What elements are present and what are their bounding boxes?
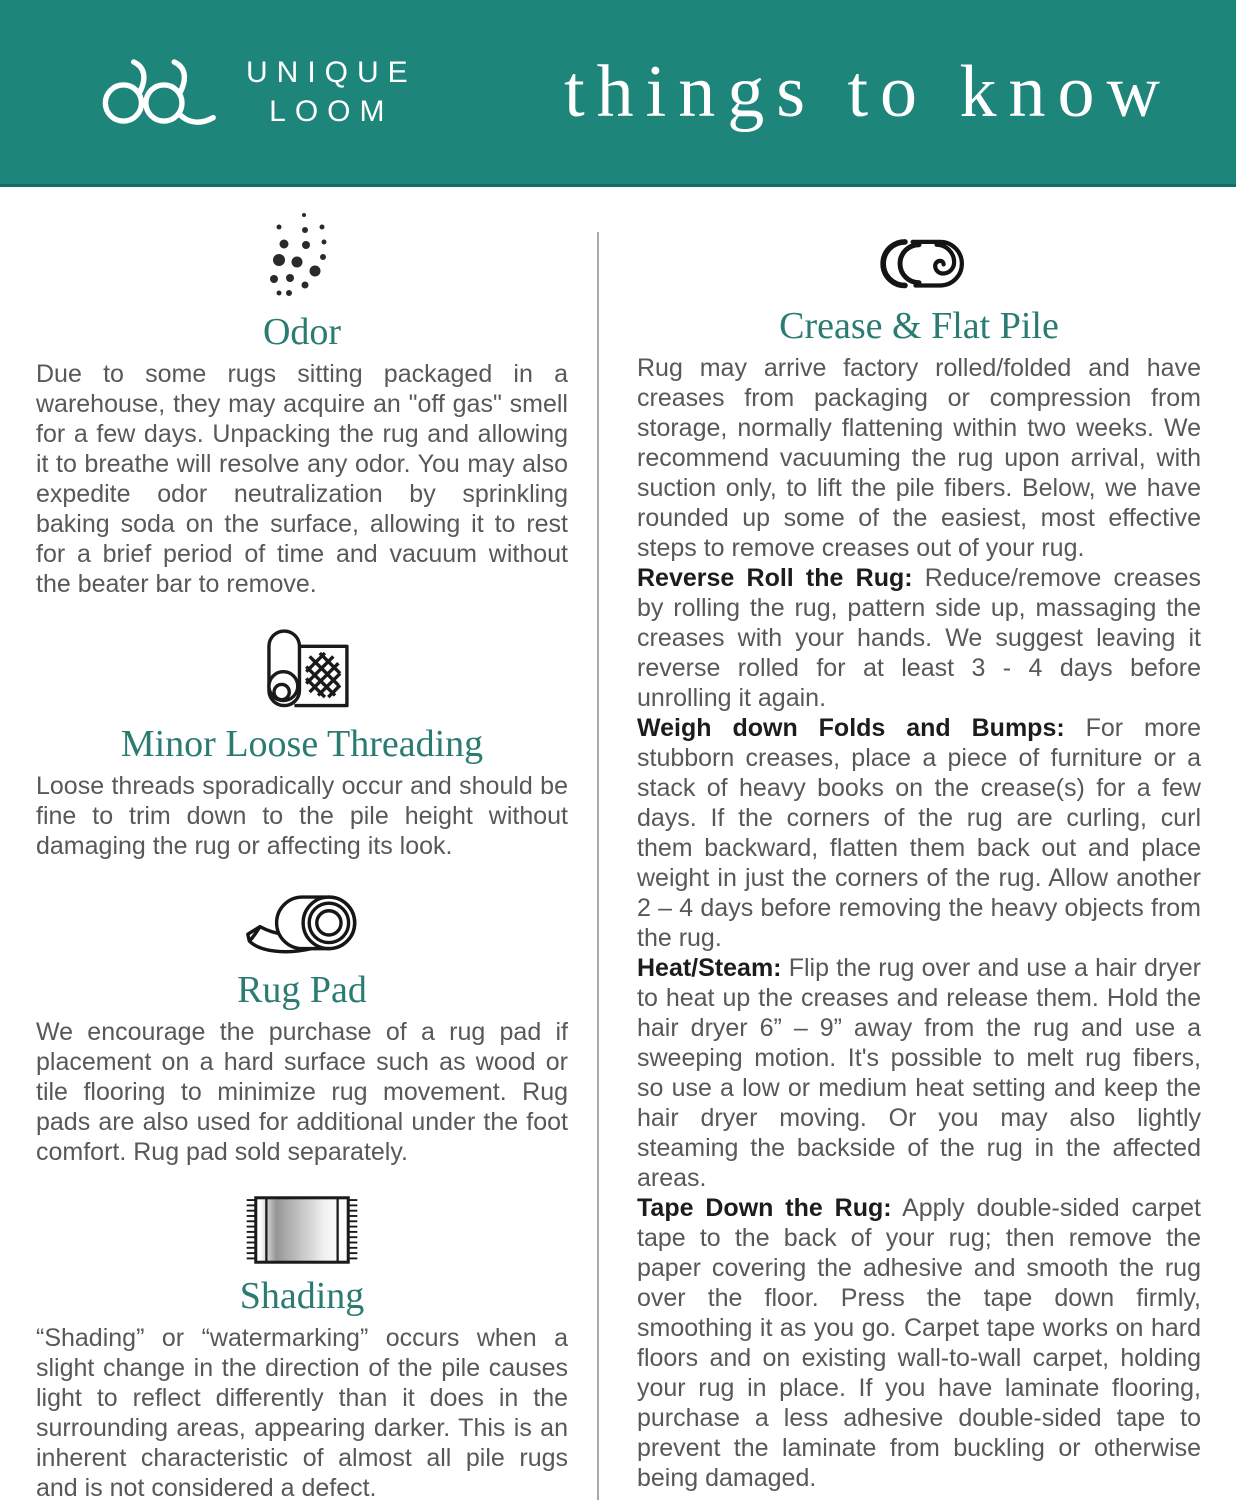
tip-label: Heat/Steam: — [637, 954, 782, 982]
section-heading-threading: Minor Loose Threading — [120, 723, 484, 765]
tip-heat-steam — [637, 953, 1201, 1193]
odor-dots-icon — [261, 207, 343, 302]
section-body-odor: Due to some rugs sitting packaged in a warehouse, they may acquire an "off gas" smell for a few days. Unpacking the rug and allowing it to breathe will resolve any odor. You may also expedite odor neutralization by sprinkling baking soda on the surface, allowing it to rest for a brief period of time and vacuum without the beater bar to remove. — [36, 360, 568, 598]
section-shading — [36, 1194, 568, 1500]
right-column — [637, 187, 1201, 1493]
tip-label: Tape Down the Rug: — [637, 1194, 892, 1222]
header-banner — [0, 0, 1236, 187]
rolled-rug-side-spiral-icon — [868, 237, 970, 289]
rug-pad-roll-icon — [243, 888, 361, 960]
section-body-rug-pad: We encourage the purchase of a rug pad if placement on a hard surface such as wood or tile flooring to minimize rug movement. Rug pads are also used for additional under the foot comfort. Rug pad sold separately. — [36, 1018, 568, 1166]
tip-text: Flip the rug over and use a hair dryer to heat up the creases and release them. Hold the hair dryer 6” – 9” away from the rug and use a sweeping motion. It's possible to melt rug fibers, so use a low or medium heat setting and keep the hair dryer moving. Or you may also lightly steaming the backside of the rug in the affected areas. — [637, 954, 1201, 1192]
tip-label: Weigh down Folds and Bumps: — [637, 714, 1065, 742]
tip-text: For more stubborn creases, place a piece of furniture or a stack of heavy books on the crease(s) for a few days. If the corners of the rug are curling, curl them backward, flatten them back out and place weight in just the corners of the rug. Allow another 2 – 4 days before removing the heavy objects from the rug. — [637, 714, 1201, 952]
crease-intro: Rug may arrive factory rolled/folded and have creases from packaging or compression from storage, normally flattening within two weeks. We recommend vacuuming the rug upon arrival, with suction only, to lift the pile fibers. Below, we have rounded up some of the easiest, most effective steps to remove creases out of your rug. — [637, 354, 1201, 562]
brand — [100, 40, 417, 144]
tip-weigh-down — [637, 713, 1201, 953]
page-title: things to know — [564, 50, 1172, 133]
shaded-rug-icon — [243, 1194, 361, 1266]
brand-name — [246, 53, 417, 131]
tip-text: Apply double-sided carpet tape to the back of your rug; then remove the paper covering the adhesive and smooth the rug over the floor. Press the tape down firmly, smoothing it as you go. Carpet tape works on hard floors and on existing wall-to-wall carpet, holding your rug in place. If you have laminate flooring, purchase a less adhesive double-sided tape to prevent the laminate from buckling or otherwise being damaged. — [637, 1194, 1201, 1492]
brand-name-line1: UNIQUE — [246, 56, 417, 89]
section-heading-crease: Crease & Flat Pile — [779, 305, 1059, 347]
brand-name-line2: LOOM — [269, 95, 394, 128]
tip-tape-down — [637, 1193, 1201, 1493]
section-heading-shading: Shading — [239, 1275, 365, 1317]
column-divider — [597, 232, 599, 1500]
rolled-rug-crosshatch-icon — [252, 626, 352, 714]
tip-label: Reverse Roll the Rug: — [637, 564, 913, 592]
tip-reverse-roll — [637, 563, 1201, 713]
section-body-shading: “Shading” or “watermarking” occurs when a slight change in the direction of the pile causes light to reflect differently than it does in the surrounding areas, appearing darker. This is an inherent characteristic of almost all pile rugs and is not considered a defect. — [36, 1324, 568, 1500]
section-rug-pad — [36, 888, 568, 1167]
section-odor — [36, 207, 568, 599]
section-threading — [36, 626, 568, 861]
section-heading-odor: Odor — [262, 311, 342, 353]
left-column — [36, 187, 568, 1500]
section-heading-rug-pad: Rug Pad — [237, 969, 367, 1011]
section-crease — [637, 237, 1201, 296]
tip-text: Reduce/remove creases by rolling the rug, pattern side up, massaging the creases with your hands. We suggest leaving it reverse rolled for at least 3 - 4 days before unrolling it again. — [637, 564, 1202, 712]
unique-loom-logo-icon — [100, 40, 222, 144]
section-body-threading: Loose threads sporadically occur and should be fine to trim down to the pile height without damaging the rug or affecting its look. — [36, 772, 568, 860]
